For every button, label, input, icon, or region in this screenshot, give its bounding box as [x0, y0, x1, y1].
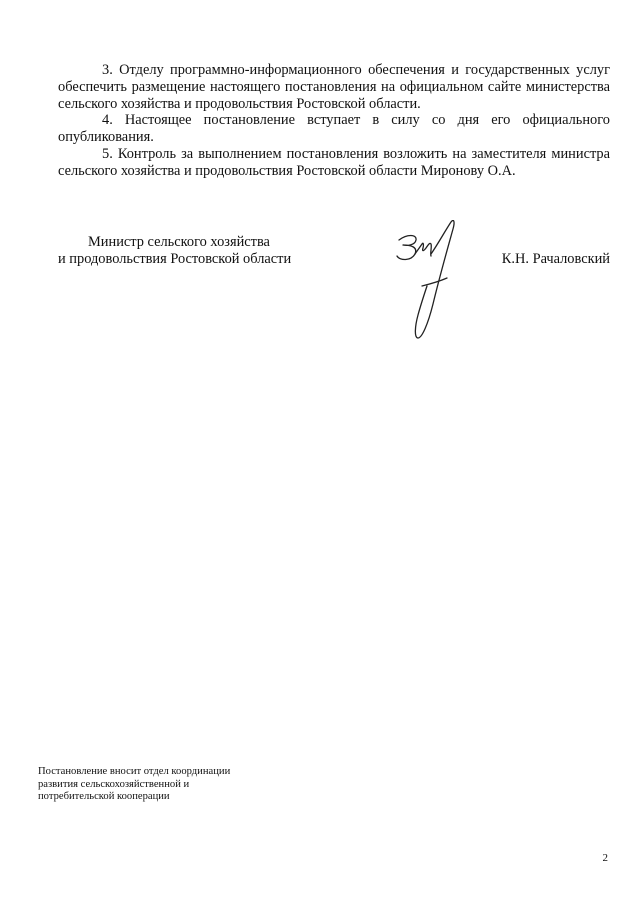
- signatory-title: [58, 234, 291, 268]
- signatory-name: К.Н. Рачаловский: [501, 251, 610, 267]
- signatory-title-line2: и продовольствия Ростовской области: [58, 251, 292, 267]
- paragraph-item-4: 4. Настоящее постановление вступает в силу со дня его официального опубликования.: [58, 112, 610, 146]
- footer-note-line2: развития сельскохозяйственной и: [38, 778, 190, 790]
- paragraph-item-3: 3. Отделу программно-информационного обеспечения и государственных услуг обеспечить размещение настоящего постановления на официальном сайте министерства сельского хозяйства и продовольствия Ростовской области.: [58, 62, 610, 112]
- signature-block: [58, 234, 610, 354]
- footer-note-line1: Постановление вносит отдел координации: [38, 766, 231, 777]
- page-number: 2: [602, 852, 608, 864]
- signatory-title-line1: Министр сельского хозяйства: [88, 234, 270, 250]
- footer-note-line3: потребительской кооперации: [38, 791, 170, 803]
- handwritten-signature-icon: [393, 220, 465, 342]
- document-body: [58, 62, 610, 180]
- footer-note: [38, 766, 230, 804]
- paragraph-item-5: 5. Контроль за выполнением постановления возложить на заместителя министра сельского хозяйства и продовольствия Ростовской области Миронову О.А.: [58, 145, 610, 179]
